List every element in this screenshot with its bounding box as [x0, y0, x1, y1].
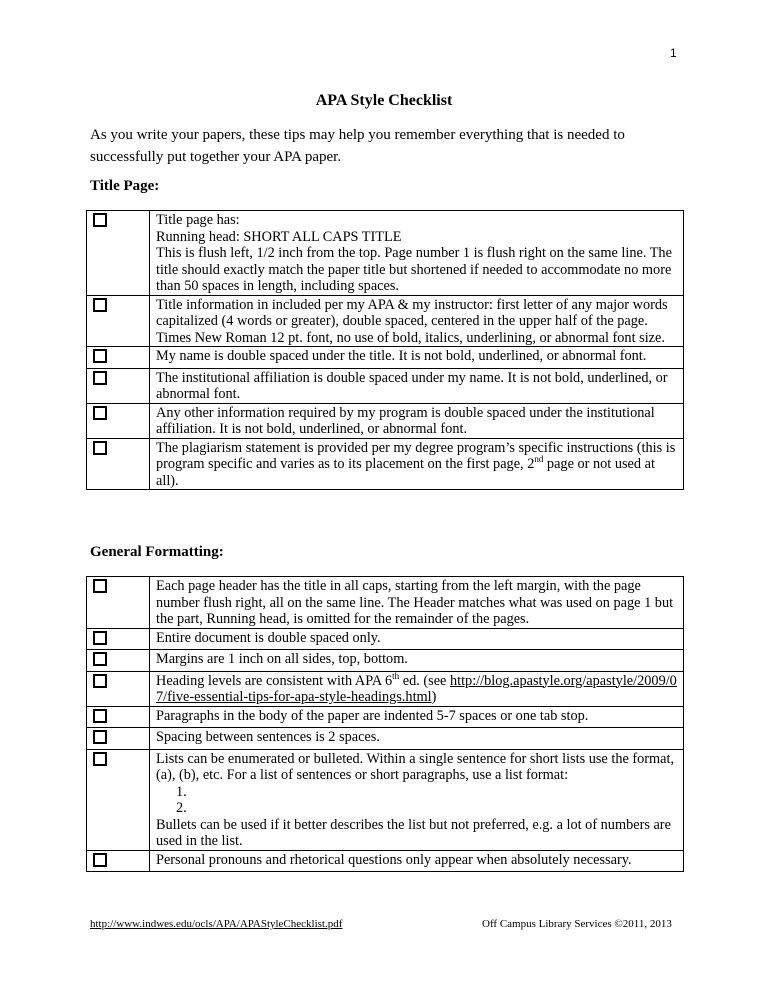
- item-text: Margins are 1 inch on all sides, top, bottom.: [150, 650, 684, 672]
- checkbox[interactable]: [93, 298, 107, 312]
- item-text: My name is double spaced under the title. It is not bold, underlined, or abnormal font.: [150, 347, 684, 369]
- title-page-checklist: [86, 210, 684, 490]
- checklist-row: [87, 628, 684, 650]
- title-page-heading: Title Page:: [90, 178, 160, 194]
- general-formatting-checklist: [86, 576, 684, 872]
- checkbox[interactable]: [93, 752, 107, 766]
- checklist-row: [87, 671, 684, 706]
- footer-url-link[interactable]: http://www.indwes.edu/ocls/APA/APAStyleChecklist.pdf: [90, 918, 343, 930]
- checklist-row: [87, 347, 684, 369]
- page-number: 1: [670, 46, 677, 60]
- checklist-row: [87, 650, 684, 672]
- checklist-row: [87, 295, 684, 347]
- item-text: Heading levels are consistent with APA 6: [156, 672, 393, 689]
- item-text: Bullets can be used if it better describes the list but not preferred, e.g. a lot of numbers are used in the list.: [156, 816, 671, 849]
- checkbox[interactable]: [93, 652, 107, 666]
- document-title: APA Style Checklist: [315, 92, 453, 109]
- item-text: The institutional affiliation is double spaced under my name. It is not bold, underlined, or abnormal font.: [150, 368, 684, 403]
- checklist-row: [87, 728, 684, 750]
- item-text: Paragraphs in the body of the paper are indented 5-7 spaces or one tab stop.: [150, 706, 684, 728]
- checklist-row: [87, 850, 684, 872]
- checkbox[interactable]: [93, 213, 107, 227]
- checklist-row: [87, 438, 684, 490]
- checklist-row: [87, 706, 684, 728]
- checkbox[interactable]: [93, 579, 107, 593]
- item-text: Running head: SHORT ALL CAPS TITLE: [156, 228, 402, 245]
- checkbox[interactable]: [93, 349, 107, 363]
- checkbox[interactable]: [93, 441, 107, 455]
- item-text: The plagiarism statement is provided per my degree program’s specific instructions (this is program specific and varies as to its placement on the first page, 2: [156, 439, 676, 472]
- footer-credit: Off Campus Library Services ©2011, 2013: [482, 918, 672, 930]
- checkbox[interactable]: [93, 371, 107, 385]
- checklist-row: [87, 403, 684, 438]
- checklist-row: [87, 368, 684, 403]
- checkbox[interactable]: [93, 674, 107, 688]
- intro-paragraph: As you write your papers, these tips may help you remember everything that is needed to successfully put together your APA paper.: [90, 127, 625, 165]
- item-text: Each page header has the title in all caps, starting from the left margin, with the page number flush right, all on the same line. The Header matches what was used on page 1 but the part, Running head, is omitted for the remainder of the pages.: [150, 577, 684, 629]
- item-text: ed. (see: [399, 672, 450, 689]
- list-item: 2.: [176, 800, 187, 816]
- item-text: ): [431, 689, 437, 705]
- checklist-row: [87, 577, 684, 629]
- superscript: th: [392, 670, 400, 681]
- item-text: Any other information required by my program is double spaced under the institutional affiliation. It is not bold, underlined, or abnormal font.: [150, 403, 684, 438]
- item-text: This is flush left, 1/2 inch from the top. Page number 1 is flush right on the same line. The title should exactly match the paper title but shortened if needed to accommodate no more than 50 spaces in length, including spaces.: [156, 245, 672, 294]
- checkbox[interactable]: [93, 406, 107, 420]
- apa-headings-link[interactable]: http://blog.apastyle.org/apastyle/2009/07/five-essential-tips-for-apa-style-headings.html: [156, 672, 677, 705]
- checklist-row: [87, 211, 684, 296]
- item-text: Personal pronouns and rhetorical questions only appear when absolutely necessary.: [150, 850, 684, 872]
- item-text: page or not used at all).: [156, 456, 655, 489]
- item-text: Title page has:: [156, 212, 240, 228]
- checklist-row: [87, 749, 684, 850]
- list-item: 1.: [176, 783, 187, 800]
- item-text: Title information in included per my APA & my instructor: first letter of any major words capitalized (4 words or greater), double spaced, centered in the upper half of the page. Times New Roman 12 pt. font, no use of bold, italics, underlining, or abnormal font size.: [150, 295, 684, 347]
- checkbox[interactable]: [93, 730, 107, 744]
- checkbox[interactable]: [93, 631, 107, 645]
- checkbox[interactable]: [93, 853, 107, 867]
- item-text: Entire document is double spaced only.: [150, 628, 684, 650]
- checkbox[interactable]: [93, 709, 107, 723]
- item-text: Spacing between sentences is 2 spaces.: [150, 728, 684, 750]
- superscript: nd: [534, 454, 544, 465]
- item-text: Lists can be enumerated or bulleted. Within a single sentence for short lists use the format, (a), (b), etc. For a list of sentences or short paragraphs, use a list format:: [156, 750, 675, 783]
- general-formatting-heading: General Formatting:: [90, 544, 224, 560]
